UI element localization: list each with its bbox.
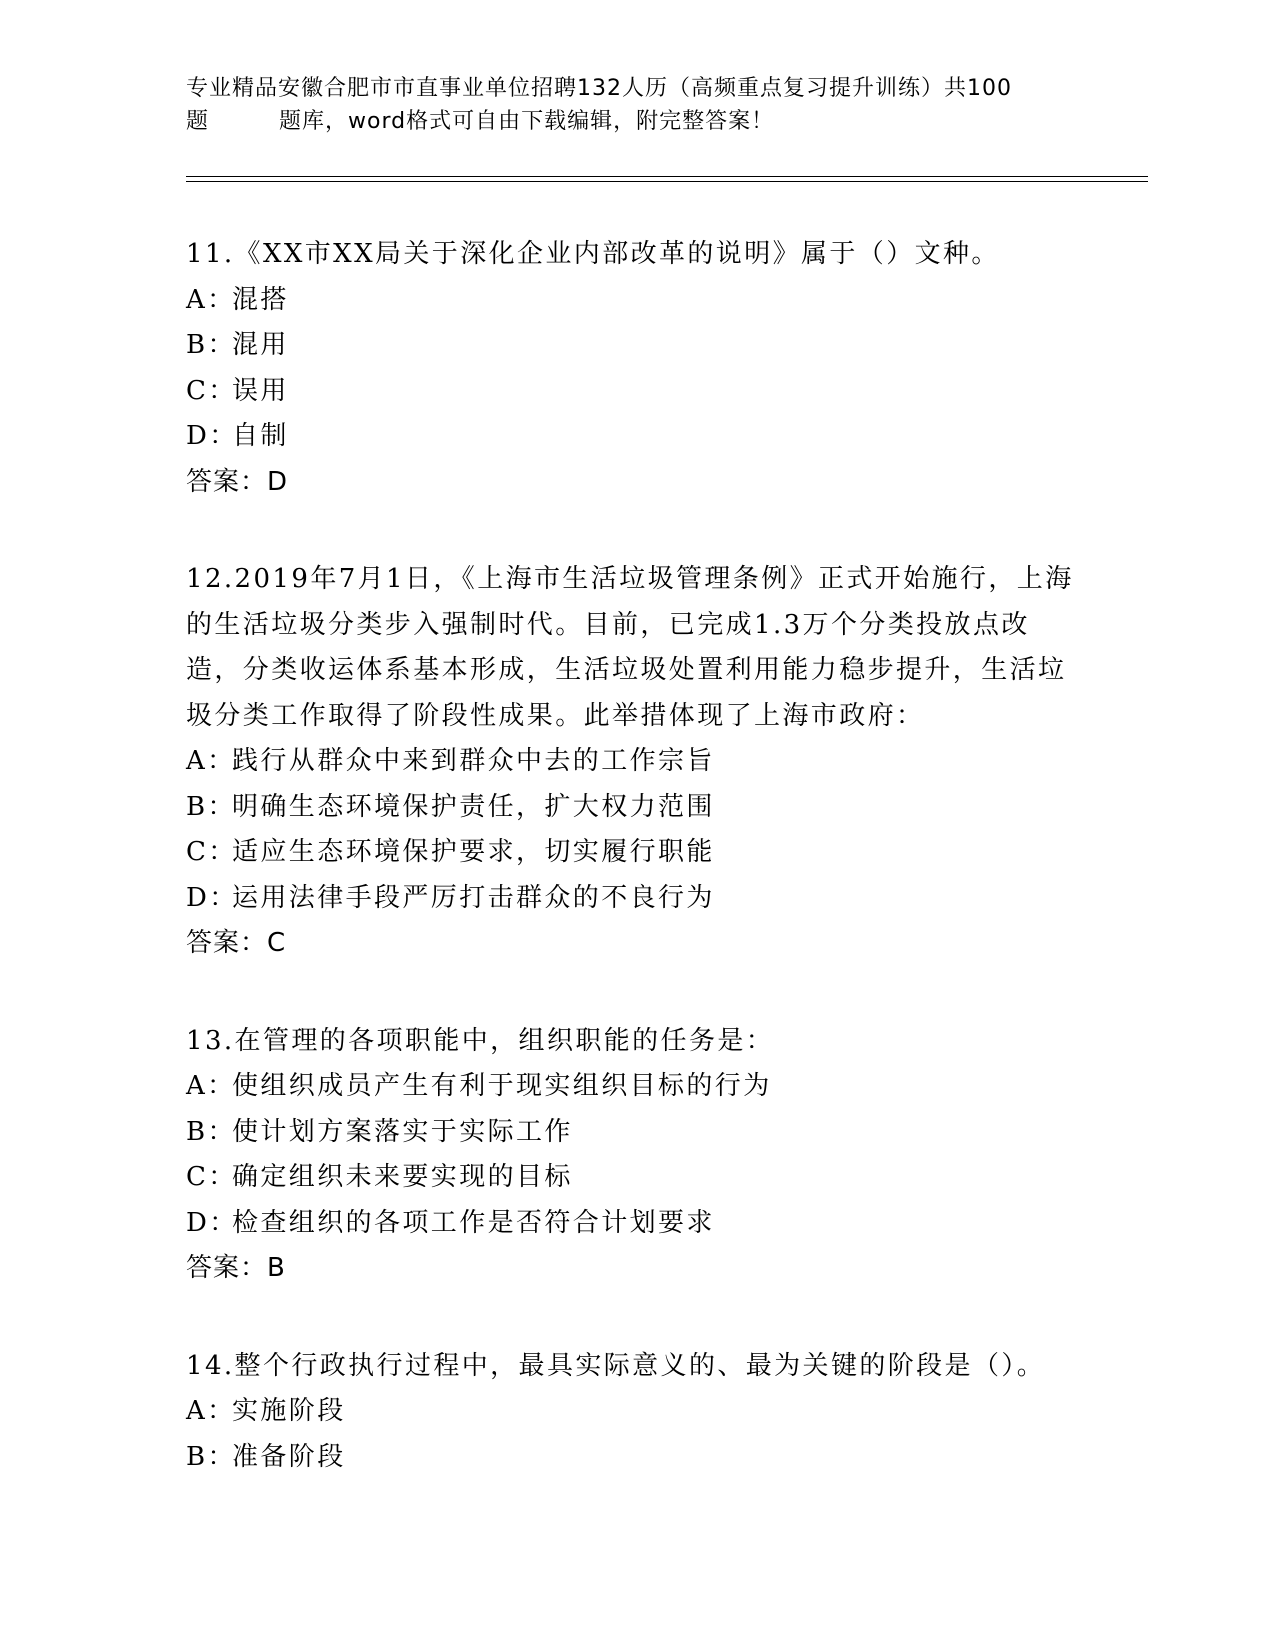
option-text: 误用 [232, 375, 289, 406]
option-letter: B： [186, 1116, 236, 1147]
option-c [186, 830, 1086, 876]
header-line-2 [186, 105, 1086, 138]
option-text: 检查组织的各项工作是否符合计划要求 [232, 1207, 715, 1238]
header-line-2-rest: 题库，word格式可自由下载编辑，附完整答案！ [279, 109, 775, 134]
option-letter: A： [186, 1396, 236, 1426]
option-a [186, 1389, 1086, 1435]
option-text: 使计划方案落实于实际工作 [232, 1116, 573, 1147]
option-letter: D： [186, 1207, 238, 1238]
question-stem: 14.整个行政执行过程中，最具实际意义的、最为关键的阶段是（）。 [186, 1350, 1046, 1381]
option-text: 准备阶段 [232, 1441, 346, 1472]
option-c [186, 1155, 1086, 1201]
option-letter: B： [186, 791, 236, 822]
option-letter: A： [186, 746, 236, 776]
option-b [186, 1435, 1086, 1481]
option-c [186, 369, 1086, 415]
option-a [186, 278, 1086, 324]
option-a [186, 1064, 1086, 1110]
question-13 [186, 1019, 1086, 1292]
answer-line: 答案：D [186, 466, 289, 497]
option-letter: C： [186, 1162, 237, 1192]
header-line-1: 专业精品安徽合肥市市直事业单位招聘132人历（高频重点复习提升训练）共100 [186, 76, 1012, 101]
option-text: 自制 [232, 421, 289, 451]
option-letter: A： [186, 1071, 236, 1101]
option-a [186, 739, 1086, 785]
option-text: 适应生态环境保护要求，切实履行职能 [232, 837, 715, 867]
option-text: 混搭 [232, 284, 289, 315]
option-text: 明确生态环境保护责任，扩大权力范围 [232, 791, 715, 822]
option-text: 运用法律手段严厉打击群众的不良行为 [232, 882, 715, 913]
question-stem: 12.2019年7月1日，《上海市生活垃圾管理条例》正式开始施行，上海的生活垃圾分类步入强制时代。目前，已完成1.3万个分类投放点改造，分类收运体系基本形成，生活垃圾处置利用能力稳步提升，生活垃圾分类工作取得了阶段性成果。此举措体现了上海市政府： [186, 564, 1074, 731]
header-line-2-start: 题 [186, 109, 210, 134]
option-letter: C： [186, 375, 237, 406]
option-text: 混用 [232, 330, 289, 360]
header-divider-bottom [186, 181, 1148, 182]
question-12 [186, 557, 1086, 967]
header-divider-top [186, 176, 1148, 177]
option-letter: B： [186, 330, 236, 360]
question-list [186, 232, 1086, 1532]
option-text: 确定组织未来要实现的目标 [232, 1162, 573, 1192]
option-d [186, 414, 1086, 460]
option-b [186, 785, 1086, 831]
answer-line: 答案：B [186, 1253, 286, 1283]
option-text: 践行从群众中来到群众中去的工作宗旨 [232, 746, 715, 776]
document-header [186, 72, 1086, 138]
option-d [186, 876, 1086, 922]
option-letter: C： [186, 837, 237, 867]
option-b [186, 1110, 1086, 1156]
answer-line: 答案：C [186, 928, 287, 958]
option-b [186, 323, 1086, 369]
option-letter: B： [186, 1441, 236, 1472]
question-stem: 11.《XX市XX局关于深化企业内部改革的说明》属于（）文种。 [186, 239, 1000, 269]
option-text: 使组织成员产生有利于现实组织目标的行为 [232, 1071, 772, 1101]
option-d [186, 1201, 1086, 1247]
question-14 [186, 1344, 1086, 1481]
option-letter: D： [186, 882, 238, 913]
question-11 [186, 232, 1086, 505]
option-text: 实施阶段 [232, 1396, 346, 1426]
option-letter: A： [186, 284, 236, 315]
question-stem: 13.在管理的各项职能中，组织职能的任务是： [186, 1025, 775, 1056]
option-letter: D： [186, 421, 238, 451]
